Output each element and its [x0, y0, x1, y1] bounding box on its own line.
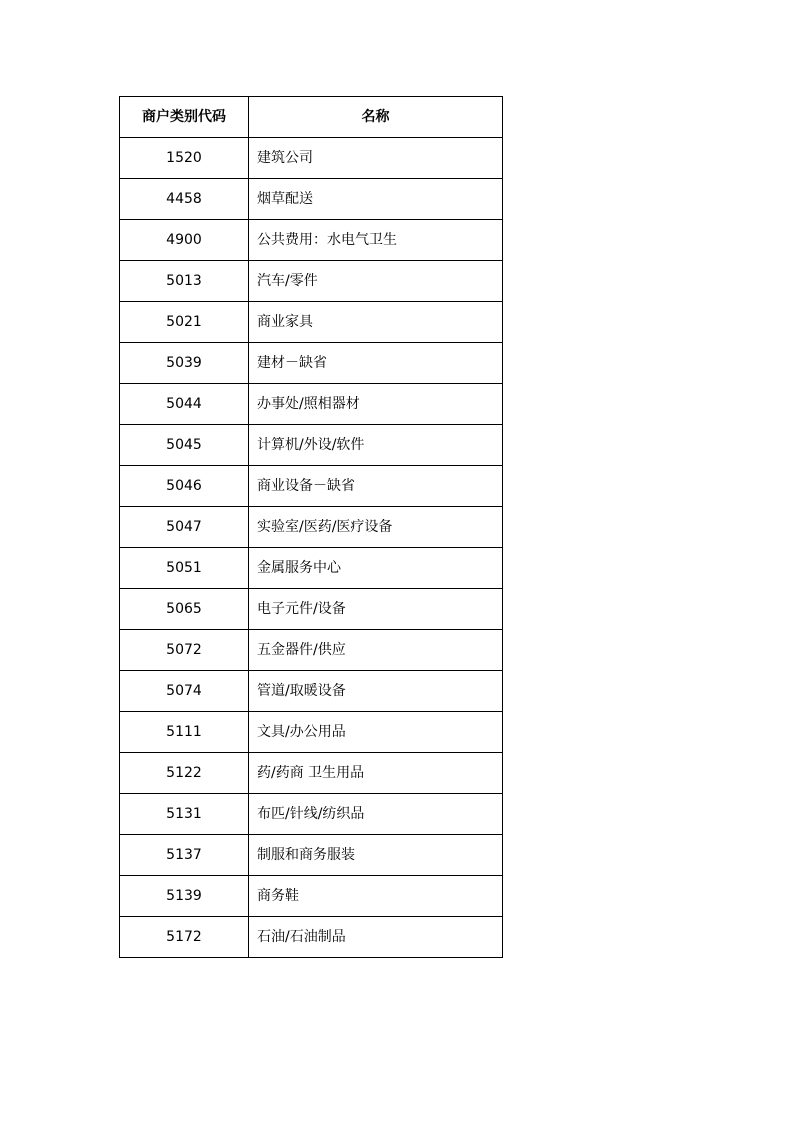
table-row [120, 343, 503, 384]
table-row [120, 794, 503, 835]
merchant-code: 4900 [120, 220, 249, 261]
table-row [120, 138, 503, 179]
merchant-name: 商业家具 [249, 302, 503, 343]
table-row [120, 917, 503, 958]
merchant-category-table [119, 96, 503, 958]
merchant-code: 5013 [120, 261, 249, 302]
table-row [120, 753, 503, 794]
merchant-code: 5044 [120, 384, 249, 425]
table-row [120, 179, 503, 220]
merchant-name: 药/药商 卫生用品 [249, 753, 503, 794]
merchant-name: 实验室/医药/医疗设备 [249, 507, 503, 548]
merchant-name: 公共费用：水电气卫生 [249, 220, 503, 261]
table-header [120, 97, 503, 138]
merchant-code: 5074 [120, 671, 249, 712]
merchant-code: 5045 [120, 425, 249, 466]
merchant-code: 5021 [120, 302, 249, 343]
merchant-code: 5047 [120, 507, 249, 548]
merchant-name: 布匹/针线/纺织品 [249, 794, 503, 835]
table-row [120, 876, 503, 917]
merchant-name: 建材－缺省 [249, 343, 503, 384]
merchant-code: 5172 [120, 917, 249, 958]
merchant-name: 金属服务中心 [249, 548, 503, 589]
header-row [120, 97, 503, 138]
merchant-name: 五金器件/供应 [249, 630, 503, 671]
table-row [120, 466, 503, 507]
table-row [120, 671, 503, 712]
merchant-code: 1520 [120, 138, 249, 179]
merchant-code: 5051 [120, 548, 249, 589]
merchant-name: 汽车/零件 [249, 261, 503, 302]
column-header-name: 名称 [249, 97, 503, 138]
merchant-name: 电子元件/设备 [249, 589, 503, 630]
table-row [120, 712, 503, 753]
table-row [120, 425, 503, 466]
merchant-name: 商业设备－缺省 [249, 466, 503, 507]
table-body [120, 138, 503, 958]
merchant-code: 5072 [120, 630, 249, 671]
table-row [120, 548, 503, 589]
merchant-name: 管道/取暖设备 [249, 671, 503, 712]
merchant-code: 5137 [120, 835, 249, 876]
merchant-code: 5131 [120, 794, 249, 835]
merchant-name: 文具/办公用品 [249, 712, 503, 753]
table-row [120, 630, 503, 671]
merchant-name: 建筑公司 [249, 138, 503, 179]
merchant-code: 5046 [120, 466, 249, 507]
table-row [120, 384, 503, 425]
merchant-name: 烟草配送 [249, 179, 503, 220]
table-row [120, 261, 503, 302]
merchant-code: 5039 [120, 343, 249, 384]
merchant-name: 石油/石油制品 [249, 917, 503, 958]
table-row [120, 589, 503, 630]
merchant-code: 5111 [120, 712, 249, 753]
table-row [120, 220, 503, 261]
merchant-name: 计算机/外设/软件 [249, 425, 503, 466]
merchant-code: 4458 [120, 179, 249, 220]
merchant-code: 5065 [120, 589, 249, 630]
table-row [120, 507, 503, 548]
column-header-code: 商户类别代码 [120, 97, 249, 138]
merchant-code: 5139 [120, 876, 249, 917]
merchant-name: 商务鞋 [249, 876, 503, 917]
table-row [120, 302, 503, 343]
merchant-name: 办事处/照相器材 [249, 384, 503, 425]
table-row [120, 835, 503, 876]
merchant-name: 制服和商务服装 [249, 835, 503, 876]
merchant-code: 5122 [120, 753, 249, 794]
